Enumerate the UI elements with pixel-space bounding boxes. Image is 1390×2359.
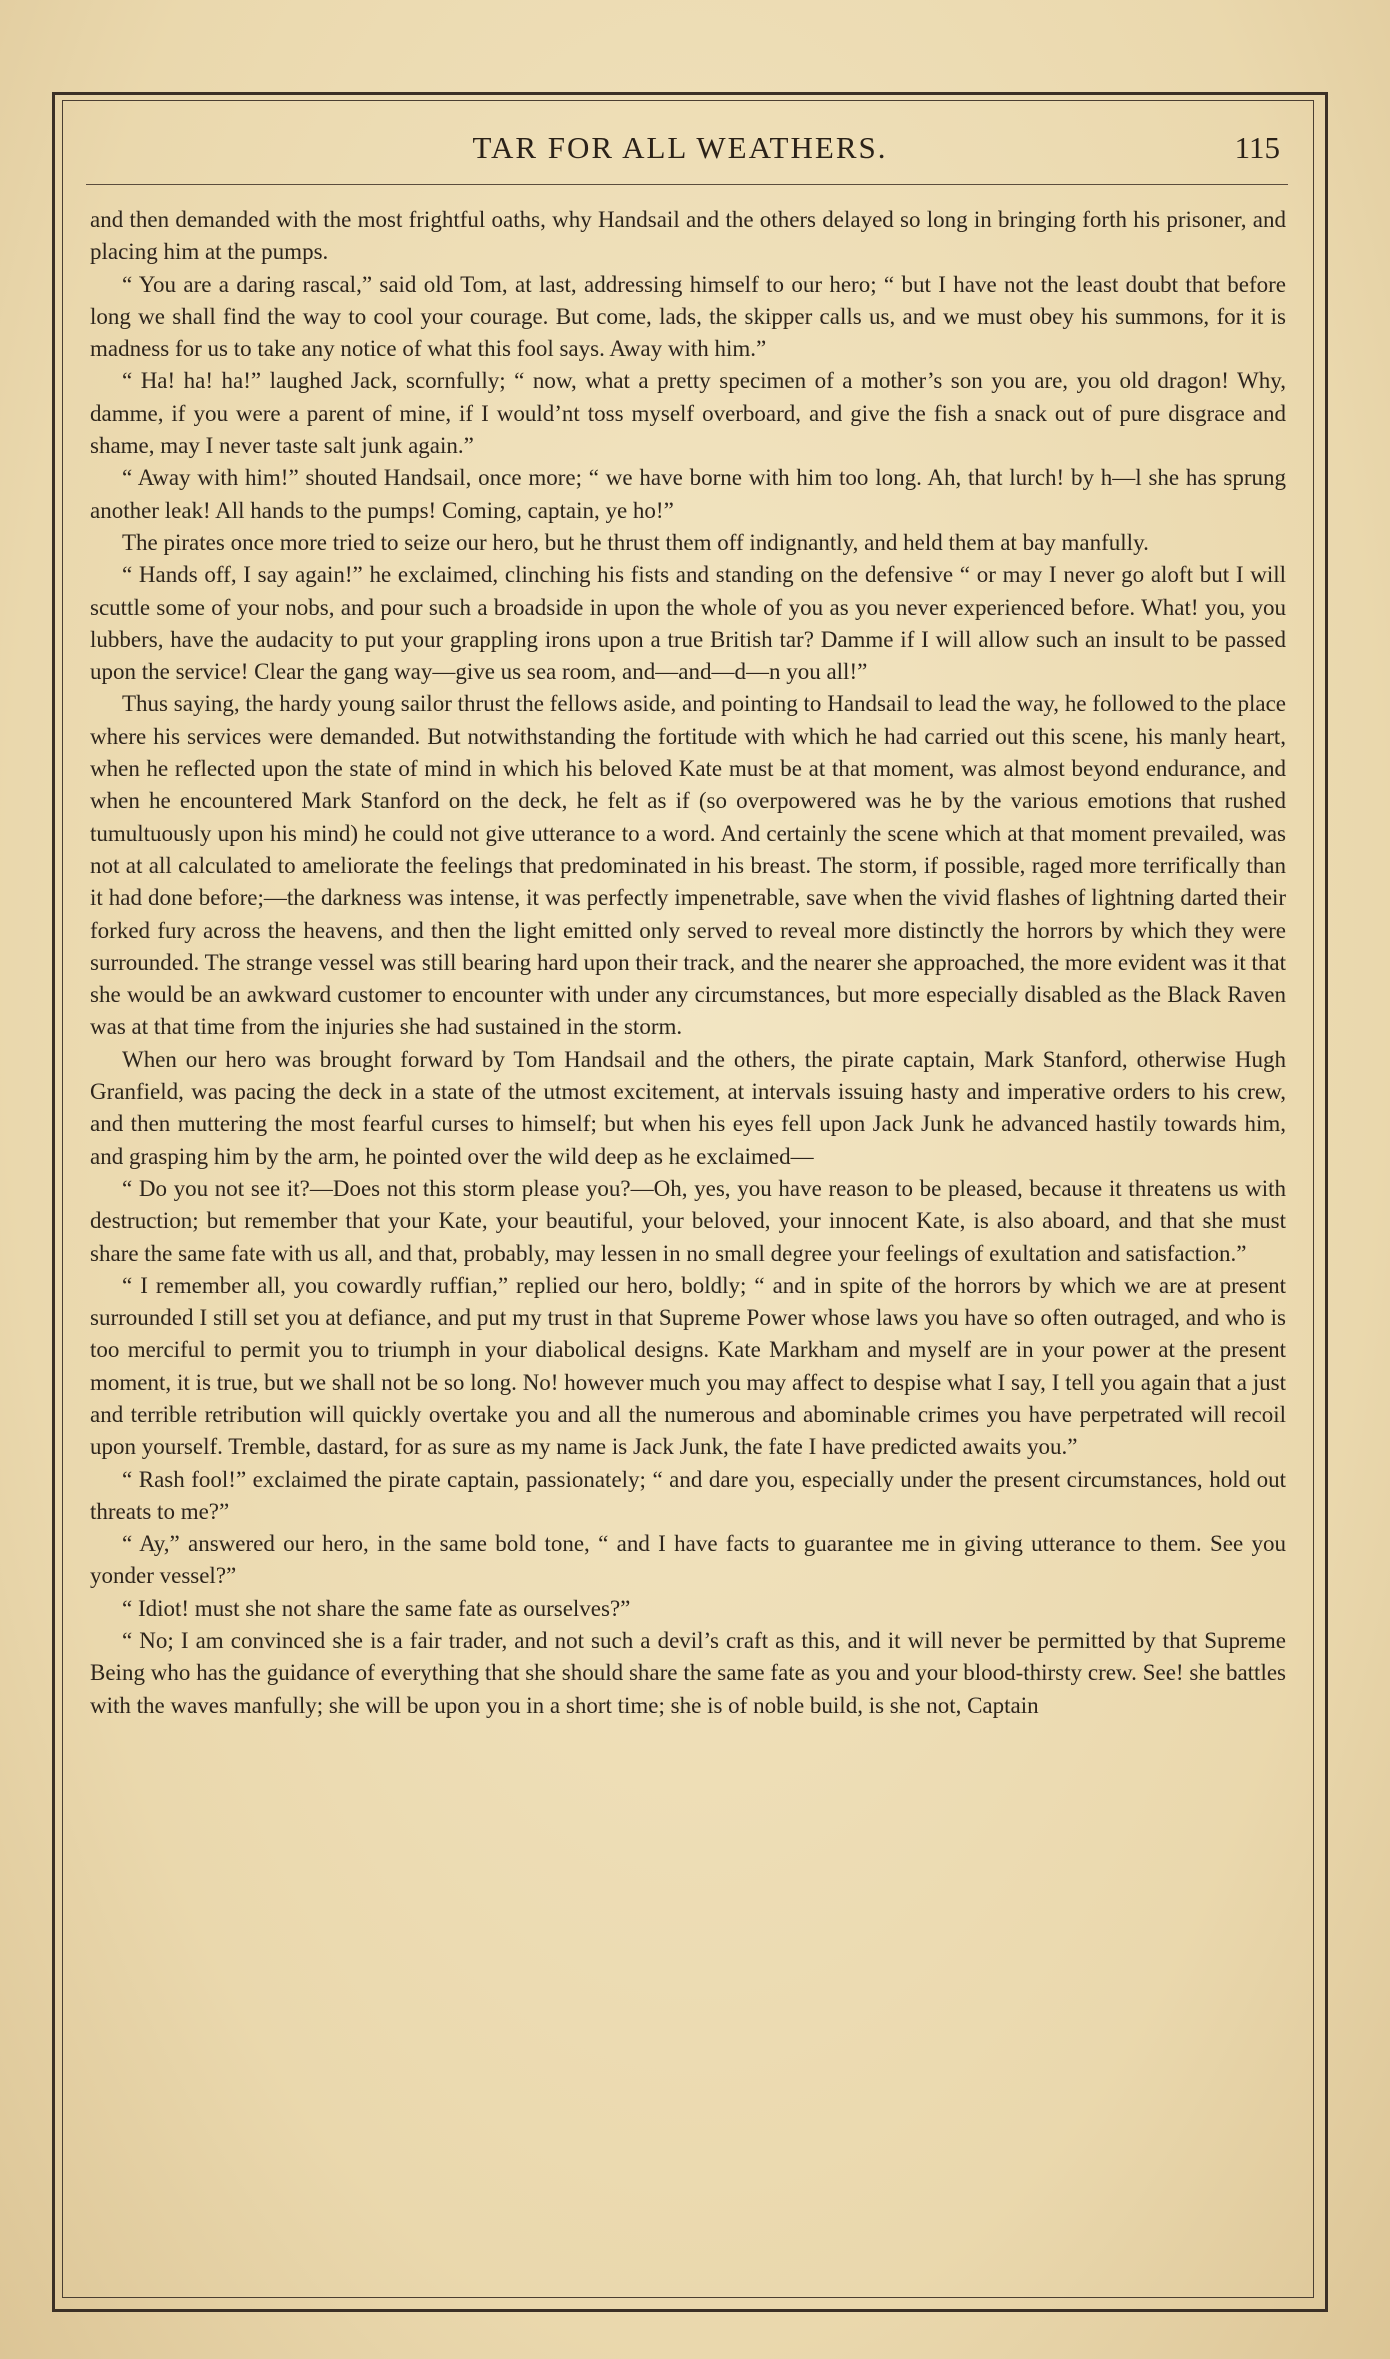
paragraph: and then demanded with the most frightful oaths, why Handsail and the others delayed so long in bringing forth his prisoner, and placing him at the pumps. (90, 207, 1286, 265)
paragraph: “ Ha! ha! ha!” laughed Jack, scornfully; “ now, what a pretty specimen of a mother’s son you are, you old dragon! Why, damme, if you were a parent of mine, if I would’nt toss myself overboard, and give the fish a snack out of pure disgrace and shame, may I never taste salt junk again.” (90, 368, 1286, 459)
paragraph: “ Away with him!” shouted Handsail, once more; “ we have borne with him too long. Ah, that lurch! by h—l she has sprung another leak! All hands to the pumps! Coming, captain, ye ho!” (90, 465, 1286, 523)
page-number: 115 (1234, 130, 1280, 165)
paragraph: “ Rash fool!” exclaimed the pirate captain, passionately; “ and dare you, especially under the present circumstances, hold out threats to me?” (90, 1466, 1286, 1524)
body-text (90, 204, 1286, 2284)
paragraph: “ Do you not see it?—Does not this storm please you?—Oh, yes, you have reason to be pleased, because it threatens us with destruction; but remember that your Kate, your beautiful, your beloved, your innocent Kate, is also aboard, and that she must share the same fate with us all, and that, probably, may lessen in no small degree your feelings of exultation and satisfaction.” (90, 1175, 1286, 1266)
paragraph: When our hero was brought forward by Tom Handsail and the others, the pirate captain, Mark Stanford, otherwise Hugh Granfield, was pacing the deck in a state of the utmost excitement, at intervals issuing hasty and imperative orders to his crew, and then muttering the most fearful curses to himself; but when his eyes fell upon Jack Junk he advanced hastily towards him, and grasping him by the arm, he pointed over the wild deep as he exclaimed— (90, 1046, 1286, 1169)
paragraph: “ Ay,” answered our hero, in the same bold tone, “ and I have facts to guarantee me in giving utterance to them. See you yonder vessel?” (90, 1531, 1286, 1589)
paragraph: The pirates once more tried to seize our hero, but he thrust them off indignantly, and held them at bay manfully. (122, 529, 1149, 555)
running-title: TAR FOR ALL WEATHERS. (472, 130, 888, 165)
paragraph: Thus saying, the hardy young sailor thrust the fellows aside, and pointing to Handsail to lead the way, he followed to the place where his services were demanded. But notwithstanding the fortitude with which he had carried out this scene, his manly heart, when he reflected upon the state of mind in which his beloved Kate must be at that moment, was almost beyond endurance, and when he encountered Mark Stanford on the deck, he felt as if (so overpowered was he by the various emotions that rushed tumultuously upon his mind) he could not give utterance to a word. And certainly the scene which at that moment prevailed, was not at all calculated to ameliorate the feelings that predominated in his breast. The storm, if possible, raged more terrifically than it had done before;—the darkness was intense, it was perfectly impenetrable, save when the vivid flashes of lightning darted their forked fury across the heavens, and then the light emitted only served to reveal more distinctly the horrors by which they were surrounded. The strange vessel was still bearing hard upon their track, and the nearer she approached, the more evident was it that she would be an awkward customer to encounter with under any circumstances, but more especially disabled as the Black Raven was at that time from the injuries she had sustained in the storm. (90, 691, 1286, 1040)
page-header (80, 130, 1280, 180)
paragraph: “ No; I am convinced she is a fair trader, and not such a devil’s craft as this, and it will never be permitted by that Supreme Being who has the guidance of everything that she should share the same fate as you and your blood-thirsty crew. See! she battles with the waves manfully; she will be upon you in a short time; she is of noble build, is she not, Captain (90, 1628, 1286, 1718)
paragraph: “ You are a daring rascal,” said old Tom, at last, addressing himself to our hero; “ but I have not the least doubt that before long we shall find the way to cool your courage. But come, lads, the skipper calls us, and we must obey his summons, for it is madness for us to take any notice of what this fool says. Away with him.” (90, 271, 1286, 362)
paragraph: “ Idiot! must she not share the same fate as ourselves?” (122, 1595, 631, 1621)
paragraph: “ Hands off, I say again!” he exclaimed, clinching his fists and standing on the defensive “ or may I never go aloft but I will scuttle some of your nobs, and pour such a broadside in upon the whole of you as you never experienced before. What! you, you lubbers, have the audacity to put your grappling irons upon a true British tar? Damme if I will allow such an insult to be passed upon the service! Clear the gang way—give us sea room, and—and—d—n you all!” (90, 562, 1286, 685)
paragraph: “ I remember all, you cowardly ruffian,” replied our hero, boldly; “ and in spite of the horrors by which we are at present surrounded I still set you at defiance, and put my trust in that Supreme Power whose laws you have so often outraged, and who is too merciful to permit you to triumph in your diabolical designs. Kate Markham and myself are in your power at the present moment, it is true, but we shall not be so long. No! however much you may affect to despise what I say, I tell you again that a just and terrible retribution will quickly overtake you and all the numerous and abominable crimes you have perpetrated will recoil upon yourself. Tremble, dastard, for as sure as my name is Jack Junk, the fate I have predicted awaits you.” (90, 1272, 1286, 1460)
header-rule (86, 184, 1288, 185)
